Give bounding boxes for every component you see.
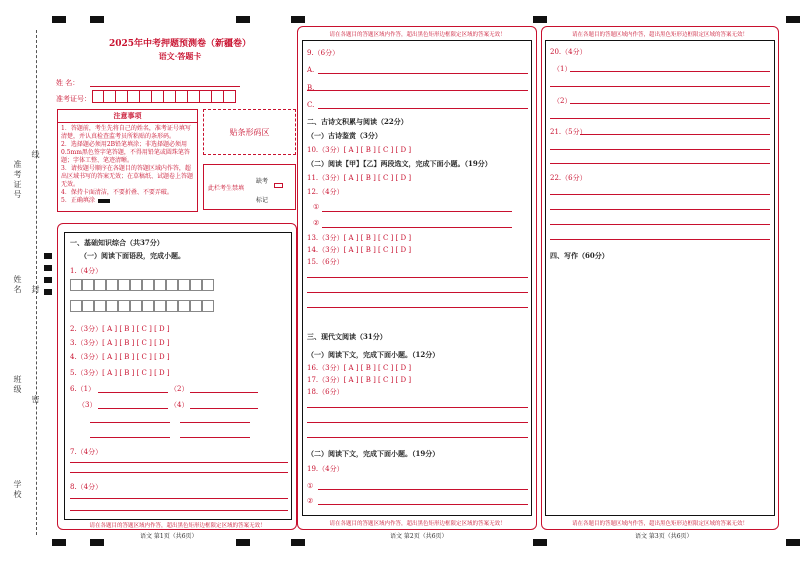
section-1-title: 一、基础知识综合（共37分） bbox=[70, 238, 164, 247]
q9-a-label: A. bbox=[307, 66, 315, 74]
timing-mark bbox=[90, 16, 104, 23]
warning-3-bottom: 请在各题目的答题区域内作答，超出黑色矩形边框限定区域的答案无效！ bbox=[571, 521, 748, 527]
q21-line[interactable] bbox=[550, 149, 770, 150]
q9-c-line[interactable] bbox=[318, 108, 528, 109]
q18-line[interactable] bbox=[307, 437, 528, 438]
q19-line-1[interactable] bbox=[318, 489, 528, 490]
notice-item: 2．选择题必须用2B铅笔填涂；非选择题必须用0.5mm黑色签字笔答题，不得用铅笔或圆珠笔答题；字体工整、笔迹清晰。 bbox=[61, 141, 190, 164]
q12-line-2[interactable] bbox=[322, 227, 512, 228]
q20-line[interactable] bbox=[570, 103, 770, 104]
q9-b-label: B. bbox=[307, 84, 315, 92]
q19-circle-1: ① bbox=[307, 482, 314, 490]
q6-extra-line[interactable] bbox=[90, 437, 170, 438]
q19-circle-2: ② bbox=[307, 497, 314, 505]
section-3-sub-2: （二）阅读下文，完成下面小题。（19分） bbox=[307, 449, 440, 458]
q13-choices[interactable]: 13.（3分）[ A ] [ B ] [ C ] [ D ] bbox=[307, 234, 412, 242]
timing-mark bbox=[786, 539, 800, 546]
q9-a-line[interactable] bbox=[318, 73, 528, 74]
q8-label: 8.（4分） bbox=[70, 483, 103, 491]
binding-secret-label: 密 bbox=[31, 395, 40, 405]
q22-line[interactable] bbox=[550, 194, 770, 195]
q19-label: 19.（4分） bbox=[307, 465, 344, 473]
q3-choices[interactable]: 3.（3分）[ A ] [ B ] [ C ] [ D ] bbox=[70, 339, 170, 347]
section-1-sub: （一）阅读下面语段，完成小题。 bbox=[80, 251, 185, 260]
q8-answer-line[interactable] bbox=[70, 498, 288, 499]
timing-mark bbox=[52, 539, 66, 546]
q17-choices[interactable]: 17.（3分）[ A ] [ B ] [ C ] [ D ] bbox=[307, 376, 412, 384]
absent-miss-label: 缺考 bbox=[256, 178, 269, 185]
binding-seal-label: 封 bbox=[31, 285, 40, 295]
q7-answer-line[interactable] bbox=[70, 472, 288, 473]
q9-label: 9.（6分） bbox=[307, 49, 340, 57]
q12-line-1[interactable] bbox=[322, 211, 512, 212]
timing-mark bbox=[44, 289, 52, 295]
notice-item-label: 5．正确填涂 bbox=[61, 197, 95, 204]
q19-line-2[interactable] bbox=[318, 504, 528, 505]
name-field[interactable] bbox=[90, 86, 240, 87]
q4-choices[interactable]: 4.（3分）[ A ] [ B ] [ C ] [ D ] bbox=[70, 353, 170, 361]
warning-2-top: 请在各题目的答题区域内作答，超出黑色矩形边框限定区域的答案无效！ bbox=[329, 32, 506, 38]
barcode-area bbox=[203, 109, 296, 155]
q20-line[interactable] bbox=[550, 86, 770, 87]
ticket-label: 准考证号： bbox=[56, 95, 91, 103]
q6-3-answer-line[interactable] bbox=[98, 408, 168, 409]
timing-mark bbox=[44, 253, 52, 259]
barcode-label: 贴条形码区 bbox=[229, 127, 270, 137]
warning-2-bottom: 请在各题目的答题区域内作答，超出黑色矩形边框限定区域的答案无效！ bbox=[329, 521, 506, 527]
section-3-sub-1: （一）阅读下文，完成下面小题。（12分） bbox=[307, 350, 440, 359]
binding-dashed-line bbox=[36, 30, 37, 535]
q15-line[interactable] bbox=[307, 277, 528, 278]
q18-line[interactable] bbox=[307, 422, 528, 423]
q6-4-label: （4） bbox=[170, 401, 189, 409]
q14-choices[interactable]: 14.（3分）[ A ] [ B ] [ C ] [ D ] bbox=[307, 246, 412, 254]
q22-line[interactable] bbox=[550, 209, 770, 210]
page-footer-3: 语文 第3页（共6页） bbox=[635, 533, 693, 540]
timing-mark bbox=[52, 16, 66, 23]
q18-line[interactable] bbox=[307, 407, 528, 408]
q22-line[interactable] bbox=[550, 224, 770, 225]
section-2-title: 二、古诗文积累与阅读（22分） bbox=[307, 117, 408, 126]
q9-a-line[interactable] bbox=[307, 90, 528, 91]
timing-mark bbox=[533, 539, 547, 546]
section-3-title: 三、现代文阅读（31分） bbox=[307, 332, 387, 341]
absent-box bbox=[203, 164, 296, 210]
page-footer-2: 语文 第2页（共6页） bbox=[390, 533, 448, 540]
q12-circle-1: ① bbox=[313, 203, 320, 211]
notice-item: 4．保持卡面清洁，不要折叠、不要弄破。 bbox=[61, 189, 173, 196]
notice-item: 1．答题前，考生先将自己的姓名，准考证号填写清楚，并认真检查监考员所粘贴的条形码。 bbox=[61, 125, 191, 140]
q6-extra-line[interactable] bbox=[90, 422, 170, 423]
q6-extra-line[interactable] bbox=[180, 437, 250, 438]
q20-part-1: （1） bbox=[553, 65, 572, 73]
absent-label: 此栏考生禁填 bbox=[208, 185, 245, 192]
q6-2-label: （2） bbox=[170, 385, 189, 393]
section-2-sub-2: （二）阅读【甲】【乙】两段选文，完成下面小题。（19分） bbox=[307, 159, 492, 168]
q1-grid-row-2[interactable] bbox=[70, 300, 214, 312]
q6-3-label: （3） bbox=[78, 401, 97, 409]
section-2-sub-1: （一）古诗鉴赏（3分） bbox=[307, 131, 382, 140]
binding-class-label: 班级 bbox=[13, 375, 22, 395]
q6-4-answer-line[interactable] bbox=[190, 408, 258, 409]
binding-name-label: 姓名 bbox=[13, 275, 22, 295]
notice-box bbox=[57, 109, 198, 212]
timing-mark bbox=[533, 16, 547, 23]
page-subtitle: 语文·答题卡 bbox=[158, 51, 202, 61]
binding-line-label: 线 bbox=[31, 150, 40, 160]
q21-label: 21.（5分） bbox=[550, 128, 587, 136]
q10-choices[interactable]: 10.（3分）[ A ] [ B ] [ C ] [ D ] bbox=[307, 146, 412, 154]
page-footer-1: 语文 第1页（共6页） bbox=[140, 533, 198, 540]
q20-part-2: （2） bbox=[553, 97, 572, 105]
timing-mark bbox=[44, 277, 52, 283]
filled-sample-icon bbox=[98, 199, 110, 203]
binding-school-label: 学校 bbox=[13, 480, 22, 500]
q1-grid-row-1[interactable] bbox=[70, 279, 214, 291]
q21-line[interactable] bbox=[550, 163, 770, 164]
q22-line[interactable] bbox=[550, 239, 770, 240]
q9-c-label: C. bbox=[307, 101, 315, 109]
q6-2-answer-line[interactable] bbox=[190, 392, 258, 393]
q22-label: 22.（6分） bbox=[550, 174, 587, 182]
name-label: 姓 名： bbox=[56, 79, 80, 87]
q11-choices[interactable]: 11.（3分）[ A ] [ B ] [ C ] [ D ] bbox=[307, 174, 412, 182]
q8-answer-line[interactable] bbox=[70, 510, 288, 511]
section-4-title: 四、写作（60分） bbox=[550, 251, 609, 260]
q7-label: 7.（4分） bbox=[70, 448, 103, 456]
q6-1-answer-line[interactable] bbox=[98, 392, 168, 393]
q15-label: 15.（6分） bbox=[307, 258, 344, 266]
absent-checkbox[interactable] bbox=[274, 183, 283, 188]
answer-frame-2 bbox=[302, 40, 532, 516]
q6-1-label: 6.（1） bbox=[70, 385, 96, 393]
timing-mark bbox=[786, 16, 800, 23]
timing-mark bbox=[291, 539, 305, 546]
q12-label: 12.（4分） bbox=[307, 188, 344, 196]
notice-item bbox=[61, 197, 194, 205]
binding-ticket-label: 准考证号 bbox=[13, 160, 22, 200]
timing-mark bbox=[236, 16, 250, 23]
answer-frame-3 bbox=[545, 40, 775, 516]
timing-mark bbox=[44, 265, 52, 271]
q12-circle-2: ② bbox=[313, 219, 320, 227]
notice-item: 3．请按题号顺序在各题目的答题区域内作答，超出区域书写的答案无效；在草稿纸、试题卷上答题无效。 bbox=[61, 165, 194, 188]
q1-label: 1.（4分） bbox=[70, 267, 103, 275]
q21-line[interactable] bbox=[580, 134, 770, 135]
ticket-number-boxes[interactable] bbox=[92, 90, 236, 103]
q20-label: 20.（4分） bbox=[550, 48, 587, 56]
absent-mark-label: 标记 bbox=[256, 197, 269, 204]
timing-mark bbox=[291, 16, 305, 23]
q15-line[interactable] bbox=[307, 292, 528, 293]
q5-choices[interactable]: 5.（3分）[ A ] [ B ] [ C ] [ D ] bbox=[70, 369, 170, 377]
timing-mark bbox=[90, 539, 104, 546]
q16-choices[interactable]: 16.（3分）[ A ] [ B ] [ C ] [ D ] bbox=[307, 364, 412, 372]
warning-1: 请在各题目的答题区域内作答，超出黑色矩形边框限定区域的答案无效！ bbox=[89, 523, 266, 529]
notice-title: 注意事项 bbox=[58, 110, 197, 123]
warning-3-top: 请在各题目的答题区域内作答，超出黑色矩形边框限定区域的答案无效！ bbox=[571, 32, 748, 38]
q15-line[interactable] bbox=[307, 307, 528, 308]
q20-line[interactable] bbox=[570, 71, 770, 72]
page-title: 2025年中考押题预测卷（新疆卷） bbox=[108, 39, 252, 49]
q6-extra-line[interactable] bbox=[180, 422, 250, 423]
q20-line[interactable] bbox=[550, 118, 770, 119]
q18-label: 18.（6分） bbox=[307, 388, 344, 396]
q7-answer-line[interactable] bbox=[70, 462, 288, 463]
timing-mark bbox=[236, 539, 250, 546]
q2-choices[interactable]: 2.（3分）[ A ] [ B ] [ C ] [ D ] bbox=[70, 325, 170, 333]
